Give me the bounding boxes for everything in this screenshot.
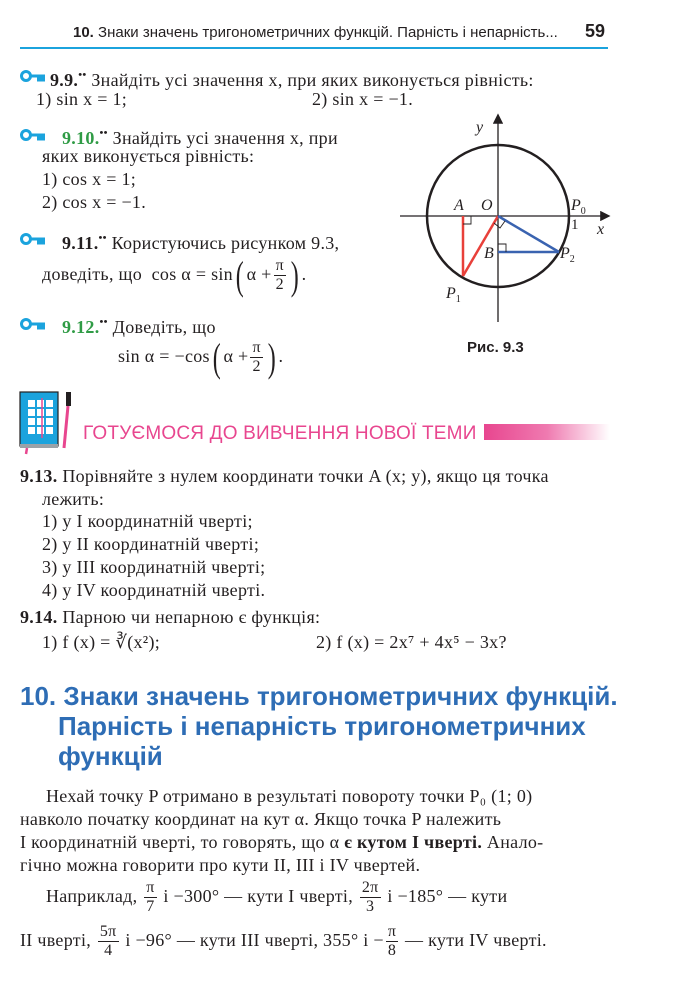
banner-title: ГОТУЄМОСЯ ДО ВИВЧЕННЯ НОВОЇ ТЕМИ (83, 423, 477, 444)
exercise-9-12-formula: sin α = −cos( α + $\frac{\pi}{2}$ ) . (118, 334, 284, 380)
exercise-number: 9.14. (20, 607, 58, 627)
exercise-text: Парною чи непарною є функція: (62, 607, 321, 627)
x-axis-label: x (597, 221, 605, 238)
point-p2-label: $P_2$ (560, 245, 575, 265)
key-icon (20, 128, 46, 142)
exercise-number: 9.9. (50, 70, 79, 90)
section-title-line2: Парність і непарність тригонометричних (58, 711, 586, 741)
key-icon (20, 232, 46, 246)
exercise-number: 9.10. (62, 128, 100, 148)
figure-caption: Рис. 9.3 (467, 339, 524, 356)
para-line-2: навколо початку координат на кут α. Якщо точка P належить (20, 809, 502, 829)
para-text: I координатній чверті, то говорять, що α (20, 832, 345, 852)
point-b-label: B (484, 245, 494, 262)
difficulty-marker: •• (78, 69, 87, 81)
example-text: Наприклад, (46, 886, 138, 906)
para-line-3 (20, 831, 543, 853)
exercise-9-13 (20, 465, 549, 487)
para-line-4: гічно можна говорити про кути II, III і IV чвертей. (20, 855, 421, 875)
section-title-line1: 10. Знаки значень тригонометричних функцій. (20, 681, 618, 711)
exercise-text: Порівняйте з нулем координати точки A (x; y), якщо ця точка (62, 466, 549, 486)
exercise-9-14-item-1: 1) f (x) = ∛(x²); (42, 632, 161, 652)
origin-label: O (481, 197, 493, 214)
exercise-text: Доведіть, що (112, 317, 216, 337)
example-line-1 (46, 876, 507, 916)
exercise-9-10-line2: яких виконується рівність: (42, 146, 255, 166)
unit-circle-figure (390, 110, 620, 335)
example-text: і −300° — кути I чверті, (163, 886, 354, 906)
para-line-1: Нехай точку P отримано в результаті повороту точки P₀ (1; 0) (46, 786, 533, 806)
exercise-text: Знайдіть усі значення x, при яких виконується рівність: (91, 70, 534, 90)
exercise-9-13-item-3: 3) у III координатній чверті; (42, 557, 266, 577)
point-p1-label: $P_1$ (446, 285, 461, 305)
difficulty-marker: •• (99, 316, 108, 328)
point-p0-label: $P_0$ (571, 197, 586, 217)
page-number: 59 (585, 21, 606, 41)
definition-bold: є кутом I чверті. (344, 832, 483, 852)
example-text: і −96° — кути III чверті, 355° і − (125, 930, 384, 950)
example-text: і −185° — кути (387, 886, 508, 906)
unit-label: 1 (571, 217, 579, 233)
key-icon (20, 69, 46, 83)
exercise-number: 9.11. (62, 233, 99, 253)
fraction: $\frac{5\pi}{4}$ (99, 923, 117, 960)
exercise-9-9-item-1: 1) sin x = 1; (36, 89, 128, 109)
header-section-number: 10. (73, 24, 94, 41)
exercise-9-10-item-1: 1) cos x = 1; (42, 169, 137, 189)
exercise-9-13-line2: лежить: (42, 489, 105, 509)
fraction: $\frac{\pi}{8}$ (387, 923, 397, 960)
exercise-9-14 (20, 606, 320, 628)
fraction: $\frac{\pi}{7}$ (146, 879, 155, 916)
para-text: Анало- (482, 832, 544, 852)
exercise-9-13-item-1: 1) у I координатній чверті; (42, 511, 253, 531)
key-icon (20, 317, 46, 331)
exercise-9-9 (50, 64, 534, 91)
point-a-label: A (454, 197, 464, 214)
exercise-9-13-item-2: 2) у II координатній чверті; (42, 534, 260, 554)
fraction: $\frac{2\pi}{3}$ (361, 879, 379, 916)
example-text: — кути IV чверті. (405, 930, 547, 950)
header-rule (20, 47, 608, 49)
exercise-9-13-item-4: 4) у IV координатній чверті. (42, 580, 266, 600)
exercise-text: Знайдіть усі значення x, при (112, 128, 338, 148)
exercise-9-11 (62, 227, 339, 254)
example-text: II чверті, (20, 930, 92, 950)
exercise-9-9-item-2: 2) sin x = −1. (312, 89, 414, 109)
header-title: Знаки значень тригонометричних функцій. Парність і непарність... (98, 24, 558, 41)
exercise-9-14-item-2: 2) f (x) = 2x⁷ + 4x⁵ − 3x? (316, 632, 507, 652)
running-header (73, 24, 558, 41)
difficulty-marker: •• (99, 127, 108, 139)
example-line-2 (20, 920, 547, 960)
banner-gradient-bar (484, 424, 610, 440)
exercise-9-11-formula-line: доведіть, що cos α = sin( α + $\frac{\pi}{2}$ ) . (42, 252, 307, 298)
difficulty-marker: •• (98, 232, 107, 244)
notebook-icon (18, 390, 76, 455)
exercise-9-12 (62, 311, 216, 338)
y-axis-label: y (476, 119, 484, 136)
section-title-line3: функцій (58, 741, 163, 771)
exercise-9-10-item-2: 2) cos x = −1. (42, 192, 146, 212)
exercise-text: доведіть, що (42, 264, 142, 284)
exercise-number: 9.13. (20, 466, 58, 486)
exercise-text: Користуючись рисунком 9.3, (111, 233, 340, 253)
exercise-number: 9.12. (62, 317, 100, 337)
